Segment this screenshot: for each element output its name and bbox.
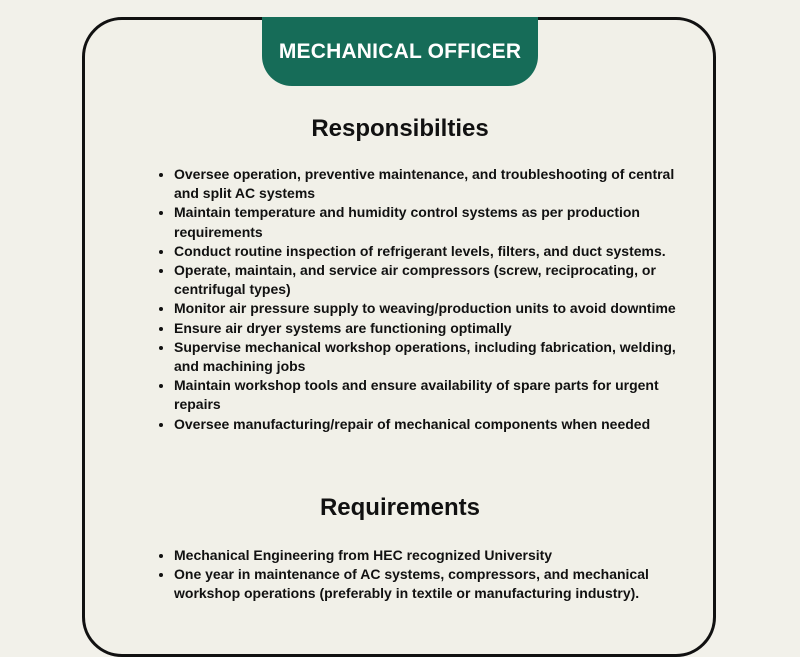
- list-item: • Maintain temperature and humidity control systems as per production requirements: [174, 203, 684, 241]
- list-item: • Ensure air dryer systems are functioning optimally: [174, 319, 684, 338]
- list-item: • Oversee operation, preventive maintenance, and troubleshooting of central and split AC systems: [174, 165, 684, 203]
- requirements-list: [156, 546, 694, 604]
- list-item: • One year in maintenance of AC systems, compressors, and mechanical workshop operations (preferably in textile or manufacturing industry).: [174, 565, 694, 603]
- responsibilities-list: [156, 165, 684, 434]
- list-item: • Oversee manufacturing/repair of mechanical components when needed: [174, 415, 684, 434]
- responsibilities-heading: Responsibilties: [311, 115, 489, 142]
- requirements-heading: Requirements: [319, 494, 481, 521]
- list-item: • Operate, maintain, and service air compressors (screw, reciprocating, or centrifugal types): [174, 261, 684, 299]
- list-item: • Maintain workshop tools and ensure availability of spare parts for urgent repairs: [174, 376, 684, 414]
- job-title-banner: MECHANICAL OFFICER: [262, 17, 538, 86]
- list-item: • Supervise mechanical workshop operations, including fabrication, welding, and machining jobs: [174, 338, 684, 376]
- list-item: • Monitor air pressure supply to weaving/production units to avoid downtime: [174, 299, 684, 318]
- list-item: • Mechanical Engineering from HEC recognized University: [174, 546, 694, 565]
- list-item: • Conduct routine inspection of refrigerant levels, filters, and duct systems.: [174, 242, 684, 261]
